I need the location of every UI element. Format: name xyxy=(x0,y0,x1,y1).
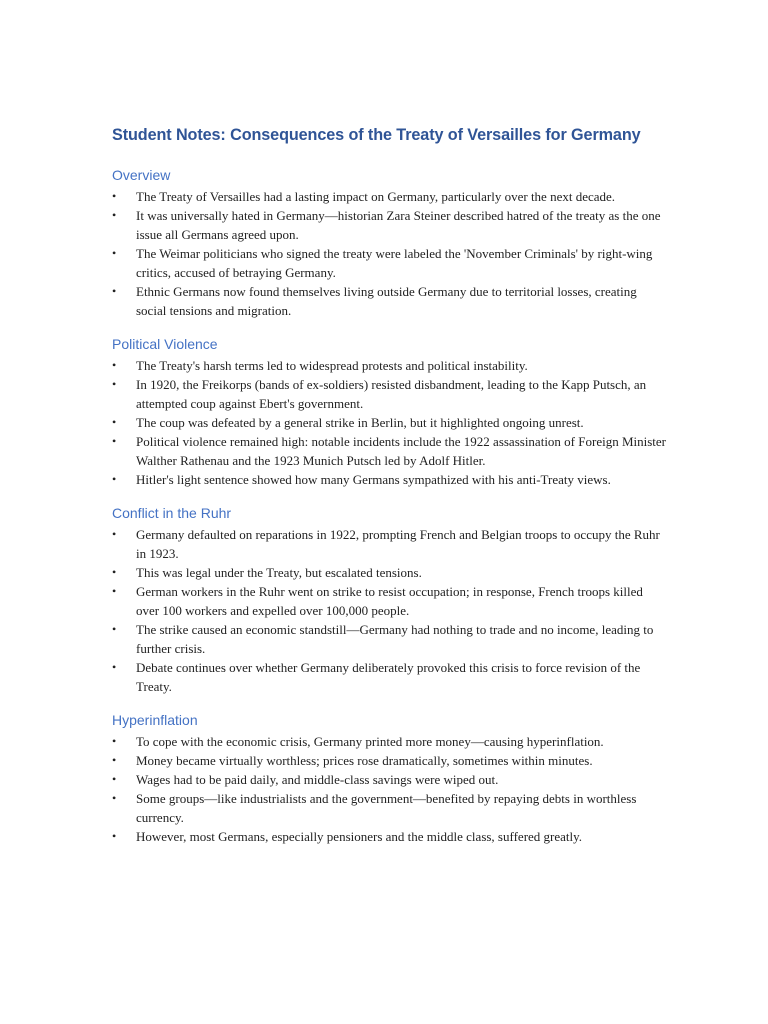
bullet-text: The Treaty's harsh terms led to widespread protests and political instability. xyxy=(136,358,528,373)
bullet-text: Debate continues over whether Germany deliberately provoked this crisis to force revision of the Treaty. xyxy=(136,660,641,694)
section-conflict-in-the-ruhr xyxy=(112,503,668,696)
bullet-item xyxy=(112,563,668,582)
bullet-item xyxy=(112,789,668,827)
section-political-violence xyxy=(112,334,668,489)
section-heading-political-violence: Political Violence xyxy=(112,336,218,352)
bullet-icon: • xyxy=(112,527,117,541)
bullet-icon: • xyxy=(112,377,117,391)
bullet-icon: • xyxy=(112,584,117,598)
bullet-list-hyperinflation xyxy=(112,732,668,846)
bullet-item xyxy=(112,470,668,489)
bullet-text: The Treaty of Versailles had a lasting impact on Germany, particularly over the next decade. xyxy=(136,189,616,204)
section-hyperinflation xyxy=(112,710,668,846)
bullet-item xyxy=(112,244,668,282)
bullet-icon: • xyxy=(112,208,117,222)
bullet-text: Some groups—like industrialists and the government—benefited by repaying debts in worthless currency. xyxy=(136,791,637,825)
bullet-icon: • xyxy=(112,358,117,372)
bullet-icon: • xyxy=(112,189,117,203)
bullet-item xyxy=(112,282,668,320)
bullet-text: Political violence remained high: notable incidents include the 1922 assassination of Foreign Minister Walther Rathenau and the 1923 Munich Putsch led by Adolf Hitler. xyxy=(136,434,666,468)
bullet-item xyxy=(112,582,668,620)
bullet-item xyxy=(112,770,668,789)
bullet-item xyxy=(112,620,668,658)
document-title: Student Notes: Consequences of the Treaty of Versailles for Germany xyxy=(112,126,641,144)
bullet-text: Wages had to be paid daily, and middle-class savings were wiped out. xyxy=(136,772,499,787)
section-heading-overview: Overview xyxy=(112,167,171,183)
bullet-icon: • xyxy=(112,791,117,805)
bullet-item xyxy=(112,732,668,751)
bullet-text: This was legal under the Treaty, but escalated tensions. xyxy=(136,565,422,580)
bullet-item xyxy=(112,525,668,563)
section-overview xyxy=(112,165,668,320)
bullet-icon: • xyxy=(112,415,117,429)
bullet-text: However, most Germans, especially pensioners and the middle class, suffered greatly. xyxy=(136,829,583,844)
bullet-item xyxy=(112,432,668,470)
bullet-text: In 1920, the Freikorps (bands of ex-soldiers) resisted disbandment, leading to the Kapp Putsch, an attempted coup against Ebert's government. xyxy=(136,377,647,411)
bullet-item xyxy=(112,413,668,432)
bullet-text: Hitler's light sentence showed how many Germans sympathized with his anti-Treaty views. xyxy=(136,472,611,487)
bullet-text: German workers in the Ruhr went on strike to resist occupation; in response, French troops killed over 100 workers and expelled over 100,000 people. xyxy=(136,584,643,618)
bullet-text: The strike caused an economic standstill—Germany had nothing to trade and no income, leading to further crisis. xyxy=(136,622,654,656)
bullet-item xyxy=(112,206,668,244)
bullet-item xyxy=(112,187,668,206)
bullet-icon: • xyxy=(112,622,117,636)
bullet-icon: • xyxy=(112,734,117,748)
bullet-icon: • xyxy=(112,284,117,298)
bullet-list-overview xyxy=(112,187,668,320)
bullet-text: To cope with the economic crisis, Germany printed more money—causing hyperinflation. xyxy=(136,734,604,749)
bullet-text: Money became virtually worthless; prices rose dramatically, sometimes within minutes. xyxy=(136,753,593,768)
bullet-item xyxy=(112,658,668,696)
bullet-item xyxy=(112,751,668,770)
bullet-text: The Weimar politicians who signed the treaty were labeled the 'November Criminals' by right-wing critics, accused of betraying Germany. xyxy=(136,246,653,280)
bullet-item xyxy=(112,827,668,846)
bullet-text: Germany defaulted on reparations in 1922, prompting French and Belgian troops to occupy the Ruhr in 1923. xyxy=(136,527,660,561)
bullet-item xyxy=(112,375,668,413)
bullet-icon: • xyxy=(112,772,117,786)
bullet-text: The coup was defeated by a general strike in Berlin, but it highlighted ongoing unrest. xyxy=(136,415,584,430)
section-heading-conflict-in-the-ruhr: Conflict in the Ruhr xyxy=(112,505,232,521)
bullet-text: It was universally hated in Germany—historian Zara Steiner described hatred of the treaty as the one issue all Germans agreed upon. xyxy=(136,208,661,242)
bullet-icon: • xyxy=(112,829,117,843)
section-heading-hyperinflation: Hyperinflation xyxy=(112,712,198,728)
bullet-text: Ethnic Germans now found themselves living outside Germany due to territorial losses, creating social tensions and migration. xyxy=(136,284,637,318)
bullet-list-conflict-in-the-ruhr xyxy=(112,525,668,696)
bullet-icon: • xyxy=(112,565,117,579)
bullet-icon: • xyxy=(112,434,117,448)
bullet-icon: • xyxy=(112,472,117,486)
bullet-icon: • xyxy=(112,660,117,674)
bullet-icon: • xyxy=(112,753,117,767)
bullet-item xyxy=(112,356,668,375)
bullet-list-political-violence xyxy=(112,356,668,489)
bullet-icon: • xyxy=(112,246,117,260)
